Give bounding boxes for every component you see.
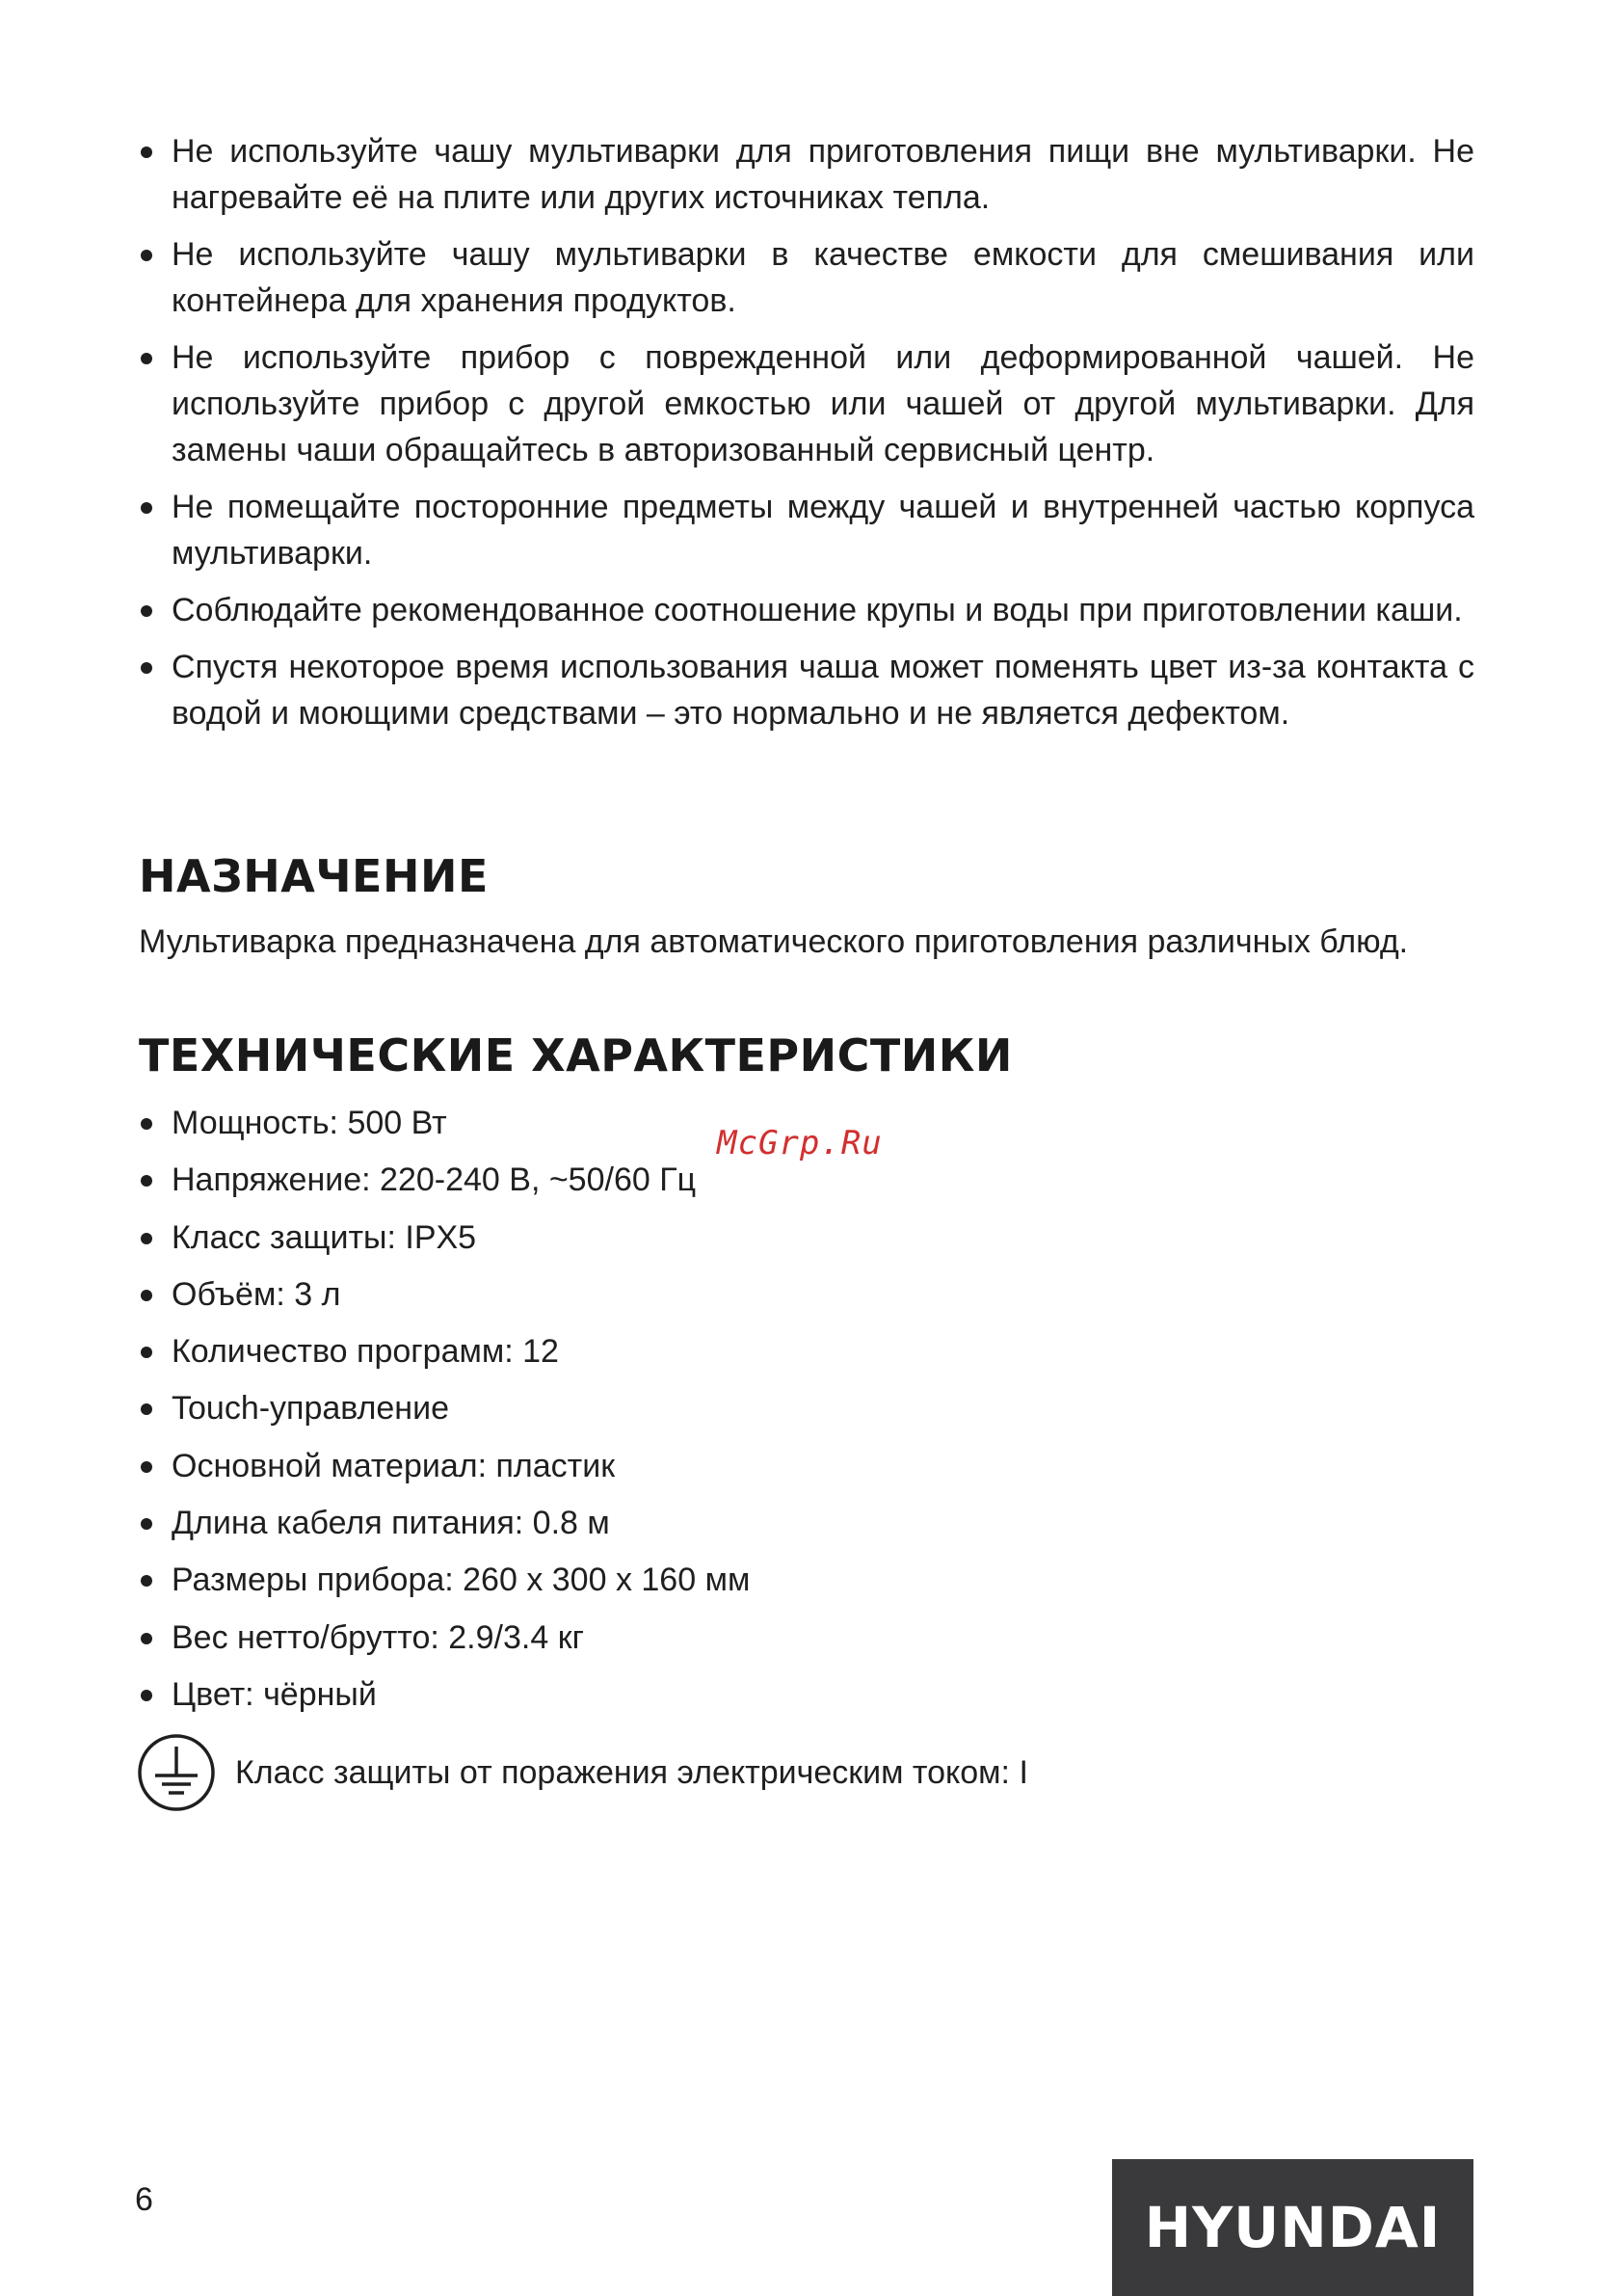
list-item	[139, 1385, 1474, 1431]
list-item	[139, 1443, 1474, 1489]
list-item	[139, 1328, 1474, 1375]
safety-warnings-list	[139, 128, 1474, 747]
warning-text: Не используйте чашу мультиварки для приготовления пищи вне мультиварки. Не нагревайте её на плите или других источниках тепла.	[172, 133, 1474, 216]
list-item	[139, 587, 1474, 633]
list-item	[139, 1615, 1474, 1661]
list-item	[139, 1500, 1474, 1546]
bullet-icon	[141, 1347, 152, 1358]
purpose-heading: НАЗНАЧЕНИЕ	[139, 850, 489, 902]
bullet-icon	[141, 1290, 152, 1301]
bullet-icon	[141, 1518, 152, 1530]
list-item	[139, 128, 1474, 221]
protection-class-row	[137, 1734, 1028, 1811]
bullet-icon	[141, 353, 152, 364]
spec-text: Объём: 3 л	[172, 1275, 341, 1313]
bullet-icon	[141, 1575, 152, 1587]
warning-text: Не используйте прибор с поврежденной или деформированной чашей. Не используйте прибор с другой емкостью или чашей от другой мультиварки. Для замены чаши обращайтесь в авторизованный сервисный центр.	[172, 339, 1474, 468]
purpose-text: Мультиварка предназначена для автоматического приготовления различных блюд.	[139, 923, 1409, 960]
spec-text: Вес нетто/брутто: 2.9/3.4 кг	[172, 1618, 584, 1656]
spec-text: Размеры прибора: 260 x 300 x 160 мм	[172, 1562, 751, 1599]
brand-logo-text: HYUNDAI	[1144, 2195, 1442, 2260]
list-item	[139, 231, 1474, 324]
spec-text: Мощность: 500 Вт	[172, 1105, 447, 1141]
page-number: 6	[135, 2181, 153, 2218]
bullet-icon	[141, 502, 152, 514]
spec-text: Touch-управление	[172, 1390, 449, 1428]
list-item	[139, 1157, 1474, 1203]
bullet-icon	[141, 147, 152, 158]
bullet-icon	[141, 1403, 152, 1415]
ground-icon	[137, 1733, 216, 1812]
warning-text: Спустя некоторое время использования чаша может поменять цвет из-за контакта с водой и моющими средствами – это нормально и не является дефектом.	[172, 649, 1474, 732]
protection-class-text: Класс защиты от поражения электрическим током: I	[235, 1753, 1028, 1791]
bullet-icon	[141, 250, 152, 261]
specs-heading: ТЕХНИЧЕСКИЕ ХАРАКТЕРИСТИКИ	[139, 1029, 1013, 1081]
spec-text: Основной материал: пластик	[172, 1447, 616, 1484]
bullet-icon	[141, 1461, 152, 1473]
list-item	[139, 1557, 1474, 1603]
warning-text: Не используйте чашу мультиварки в качестве емкости для смешивания или контейнера для хранения продуктов.	[172, 236, 1474, 319]
specs-list	[139, 1100, 1474, 1728]
bullet-icon	[141, 662, 152, 674]
bullet-icon	[141, 1118, 152, 1130]
warning-text: Соблюдайте рекомендованное соотношение крупы и воды при приготовлении каши.	[172, 592, 1463, 628]
bullet-icon	[141, 1633, 152, 1644]
bullet-icon	[141, 605, 152, 617]
spec-text: Класс защиты: IPX5	[172, 1218, 477, 1256]
spec-text: Количество программ: 12	[172, 1333, 559, 1371]
list-item	[139, 1671, 1474, 1718]
list-item	[139, 1215, 1474, 1261]
brand-logo	[1112, 2159, 1473, 2296]
spec-text: Длина кабеля питания: 0.8 м	[172, 1505, 610, 1542]
list-item	[139, 334, 1474, 473]
list-item	[139, 644, 1474, 736]
spec-text: Напряжение: 220-240 В, ~50/60 Гц	[172, 1161, 697, 1199]
list-item	[139, 1271, 1474, 1318]
spec-text: Цвет: чёрный	[172, 1675, 377, 1713]
bullet-icon	[141, 1690, 152, 1701]
warning-text: Не помещайте посторонние предметы между чашей и внутренней частью корпуса мультиварки.	[172, 489, 1474, 572]
bullet-icon	[141, 1233, 152, 1244]
list-item	[139, 484, 1474, 576]
bullet-icon	[141, 1175, 152, 1187]
watermark-text: McGrp.Ru	[717, 1124, 883, 1162]
